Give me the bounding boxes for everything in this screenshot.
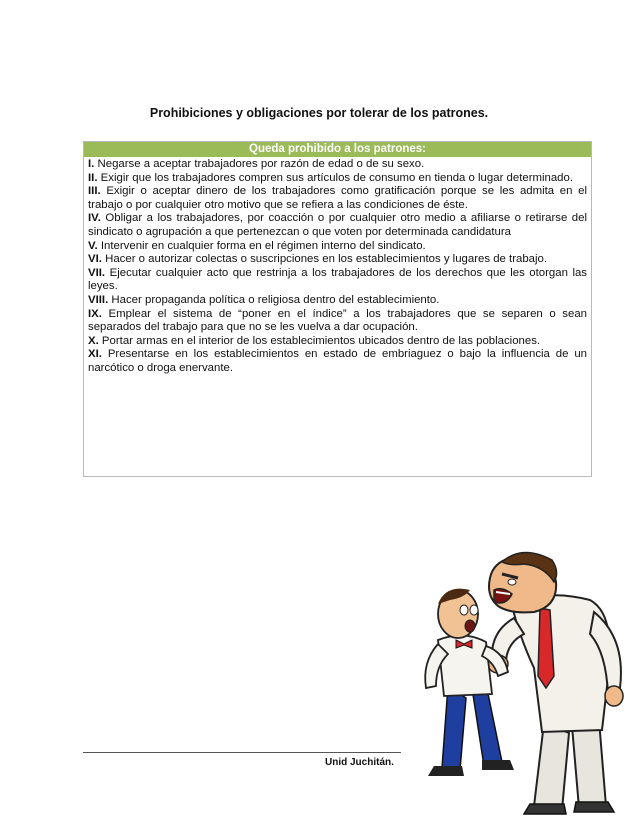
list-item: I. Negarse a aceptar trabajadores por razón de edad o de su sexo. xyxy=(88,158,425,170)
list-item: IV. Obligar a los trabajadores, por coacción o por cualquier otro medio a afiliarse o retirarse del sindicato o agrupación a que pertenezcan o que voten por determinada candidatura xyxy=(88,212,587,238)
page-title: Prohibiciones y obligaciones por tolerar de los patrones. xyxy=(149,106,489,120)
list-item: X. Portar armas en el interior de los establecimientos ubicados dentro de las poblaciones. xyxy=(88,334,541,347)
prohibitions-list xyxy=(84,157,591,376)
box-header: Queda prohibido a los patrones: xyxy=(84,142,591,157)
list-item: XI. Presentarse en los establecimientos en estado de embriaguez o bajo la influencia de un narcótico o droga enervante. xyxy=(88,348,587,374)
list-item: V. Intervenir en cualquier forma en el régimen interno del sindicato. xyxy=(88,239,426,252)
list-item: IX. Emplear el sistema de “poner en el índice” a los trabajadores que se separen o sean separados del trabajo para que no se les vuelva a dar ocupación. xyxy=(88,307,587,334)
footer-divider xyxy=(83,752,401,753)
boss-yelling-illustration xyxy=(394,548,630,818)
list-item: VIII. Hacer propaganda política o religiosa dentro del establecimiento. xyxy=(88,293,440,306)
list-item: III. Exigir o aceptar dinero de los trabajadores como gratificación porque se les admita en el trabajo o por cualquier otro motivo que se refiera a las condiciones de éste. xyxy=(88,185,587,211)
list-item: II. Exigir que los trabajadores compren sus artículos de consumo en tienda o lugar determinado. xyxy=(88,171,574,184)
boss-figure xyxy=(488,552,623,814)
footer-text: Unid Juchitán. xyxy=(325,757,394,768)
prohibitions-box xyxy=(83,141,592,477)
list-item: VI. Hacer o autorizar colectas o suscripciones en los establecimientos y lugares de trabajo. xyxy=(88,253,548,266)
list-item: VII. Ejecutar cualquier acto que restrinja a los trabajadores de los derechos que les otorgan las leyes. xyxy=(88,266,587,293)
worker-figure xyxy=(425,589,514,776)
